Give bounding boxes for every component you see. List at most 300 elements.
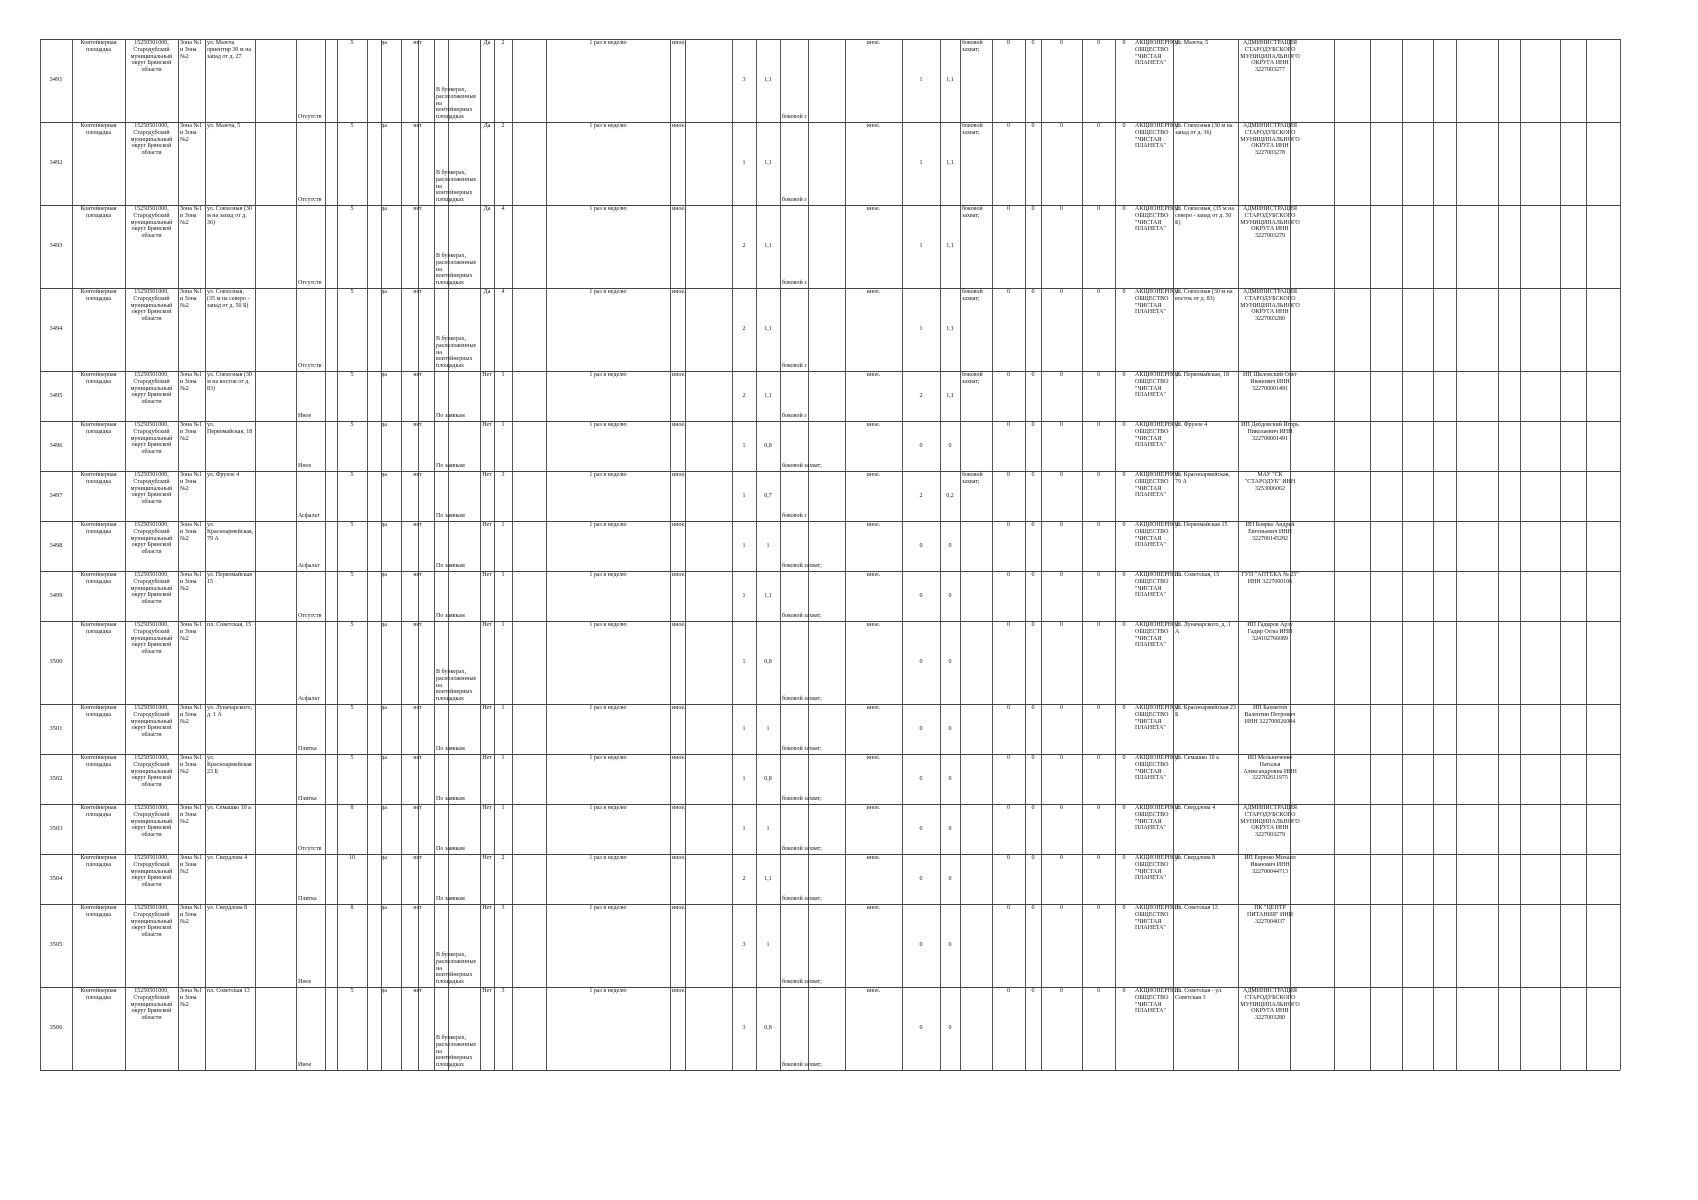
municipality: 15250501000, Стародубский муниципальный округ Брянской области xyxy=(130,206,173,240)
bins-count: 2 xyxy=(501,855,505,861)
separate-collection: Нет xyxy=(482,572,492,578)
waste-type: иное. xyxy=(672,422,686,428)
surface-type: Асфальт xyxy=(298,563,320,570)
zero-value: 0 xyxy=(1031,123,1035,129)
table-row xyxy=(40,987,1620,1071)
second-grip-type: боковой захват; xyxy=(962,40,983,53)
owner-name: АДМИНИСТРАЦИЯ СТАРОДУБСКОГО МУНИЦИПАЛЬНОГО ОКРУГА ИНН 3227003280 xyxy=(1240,289,1300,323)
collection-schedule: 1 раз в неделю xyxy=(589,372,627,378)
zero-value: 0 xyxy=(1031,472,1035,478)
container-count: 1 xyxy=(742,775,746,782)
collection-schedule: 1 раз в неделю xyxy=(589,855,627,861)
other-type: иное. xyxy=(866,805,881,811)
zone: Зона №1 и Зона №2 xyxy=(180,372,203,392)
second-grip-type: боковой захват; xyxy=(962,289,983,302)
container-count: 3 xyxy=(742,942,746,949)
other-type: иное. xyxy=(866,622,881,628)
site-type: Контейнерная площадка xyxy=(80,622,117,635)
container-volume: 1,1 xyxy=(764,392,772,399)
second-container-count: 0 xyxy=(919,775,923,782)
container-count: 1 xyxy=(742,825,746,832)
second-container-count: 0 xyxy=(919,542,923,549)
zero-value: 0 xyxy=(1031,289,1035,295)
municipality: 15250501000, Стародубский муниципальный округ Брянской области xyxy=(130,755,173,789)
zone: Зона №1 и Зона №2 xyxy=(180,855,203,875)
zero-value: 0 xyxy=(1031,905,1035,911)
separate-collection: Нет xyxy=(482,372,492,378)
container-count: 3 xyxy=(742,77,746,84)
surface-type: Плитка xyxy=(298,746,317,753)
collection-method: В бункерах, расположенные на контейнерных площадках xyxy=(436,87,477,121)
container-volume: 1,1 xyxy=(764,243,772,250)
municipality: 15250501000, Стародубский муниципальный округ Брянской области xyxy=(130,372,173,406)
waste-type: иное. xyxy=(672,572,686,578)
collection-method: В бункерах, расположенные на контейнерных площадках xyxy=(436,253,477,287)
collection-method: По заявкам xyxy=(436,613,465,620)
zero-value: 0 xyxy=(1097,755,1100,761)
collection-schedule: 1 раз в неделю xyxy=(589,289,627,295)
zero-value: 0 xyxy=(1060,522,1063,528)
site-area: 5 xyxy=(350,472,354,478)
container-volume: 1 xyxy=(766,942,770,949)
second-container-volume: 1,1 xyxy=(946,243,954,250)
zero-value: 0 xyxy=(1097,40,1100,46)
zero-value: 0 xyxy=(1060,855,1063,861)
operator-address: пл. Советская, 15 xyxy=(1175,572,1220,578)
site-area: 5 xyxy=(350,572,354,578)
other-type: иное. xyxy=(866,755,881,761)
roof-flag: нет xyxy=(413,905,422,911)
second-container-volume: 0 xyxy=(948,725,952,732)
zero-value: 0 xyxy=(1097,289,1100,295)
bins-count: 1 xyxy=(501,622,505,628)
zero-value: 0 xyxy=(1097,572,1100,578)
zero-value: 0 xyxy=(1122,905,1126,911)
operator-name: АКЦИОНЕРНОЕ ОБЩЕСТВО "ЧИСТАЯ ПЛАНЕТА" xyxy=(1135,572,1180,599)
zero-value: 0 xyxy=(1031,705,1035,711)
zero-value: 0 xyxy=(1031,372,1035,378)
site-address: ул. Мазеча ориентир 30 м на запад от д. 27 xyxy=(207,40,252,60)
second-container-volume: 1,1 xyxy=(946,160,954,167)
collection-schedule: 1 раз в неделю xyxy=(589,472,627,478)
operator-name: АКЦИОНЕРНОЕ ОБЩЕСТВО "ЧИСТАЯ ПЛАНЕТА" xyxy=(1135,988,1180,1015)
row-number: 3501 xyxy=(49,724,63,732)
other-type: иное. xyxy=(866,372,881,378)
second-grip-type: боковой захват; xyxy=(962,123,983,136)
second-container-count: 2 xyxy=(919,392,923,399)
collection-method: В бункерах, расположенные на контейнерных площадках xyxy=(436,170,477,204)
fenced-flag: да xyxy=(381,572,387,578)
container-count: 1 xyxy=(742,725,746,732)
waste-type: иное. xyxy=(672,372,686,378)
site-address: ул. Свердлова 4 xyxy=(207,855,248,861)
municipality: 15250501000, Стародубский муниципальный округ Брянской области xyxy=(130,40,173,74)
zone: Зона №1 и Зона №2 xyxy=(180,522,203,542)
owner-name: АДМИНИСТРАЦИЯ СТАРОДУБСКОГО МУНИЦИПАЛЬНОГО ОКРУГА ИНН 3227003277 xyxy=(1240,40,1300,74)
zero-value: 0 xyxy=(1007,372,1010,378)
zero-value: 0 xyxy=(1097,855,1100,861)
row-number: 3492 xyxy=(49,159,63,167)
owner-name: ИП Еврюко Михаил Иванович ИНН 322700044713 xyxy=(1244,855,1296,875)
zero-value: 0 xyxy=(1122,855,1126,861)
row-number: 3499 xyxy=(49,591,63,599)
site-type: Контейнерная площадка xyxy=(80,206,117,219)
bins-count: 2 xyxy=(501,40,505,46)
second-container-count: 0 xyxy=(919,825,923,832)
site-address: ул. Красноармейская 23 Б xyxy=(207,755,252,775)
municipality: 15250501000, Стародубский муниципальный округ Брянской области xyxy=(130,472,173,506)
column-divider xyxy=(1620,39,1621,1070)
separate-collection: Да xyxy=(483,123,491,129)
table-row xyxy=(40,521,1620,572)
separate-collection: Нет xyxy=(482,705,492,711)
operator-name: АКЦИОНЕРНОЕ ОБЩЕСТВО "ЧИСТАЯ ПЛАНЕТА" xyxy=(1135,40,1180,67)
second-grip-type xyxy=(960,854,992,904)
other-type: иное. xyxy=(866,123,881,129)
second-container-volume: 0 xyxy=(948,542,952,549)
row-number: 3493 xyxy=(49,242,63,250)
site-area: 10 xyxy=(349,855,355,861)
site-address: ул. Луначарского, д. 1 А xyxy=(207,705,253,718)
site-type: Контейнерная площадка xyxy=(80,572,117,585)
bins-count: 1 xyxy=(501,805,505,811)
roof-flag: нет xyxy=(413,40,422,46)
roof-flag: нет xyxy=(413,472,422,478)
second-container-count: 1 xyxy=(919,160,923,167)
second-container-count: 0 xyxy=(919,1025,923,1032)
collection-method: В бункерах, расположенные на контейнерных площадках xyxy=(436,952,477,986)
operator-address: ул. Луначарского, д. 1 А xyxy=(1175,622,1231,635)
container-volume: 0,7 xyxy=(764,492,772,499)
zero-value: 0 xyxy=(1097,622,1100,628)
site-address: ул. Свердлова 8 xyxy=(207,905,248,911)
row-number: 3498 xyxy=(49,541,63,549)
operator-name: АКЦИОНЕРНОЕ ОБЩЕСТВО "ЧИСТАЯ ПЛАНЕТА" xyxy=(1135,855,1180,882)
second-container-count: 1 xyxy=(919,77,923,84)
container-volume: 1,1 xyxy=(764,875,772,882)
zero-value: 0 xyxy=(1122,622,1126,628)
zero-value: 0 xyxy=(1060,206,1063,212)
operator-address: ул. Совхозная (30 м на восток от д. 83) xyxy=(1175,289,1233,302)
owner-name: АДМИНИСТРАЦИЯ СТАРОДУБСКОГО МУНИЦИПАЛЬНОГО ОКРУГА ИНН 3227003279 xyxy=(1240,206,1300,240)
container-count: 2 xyxy=(742,243,746,250)
zero-value: 0 xyxy=(1060,289,1063,295)
bins-count: 3 xyxy=(501,905,505,911)
zero-value: 0 xyxy=(1122,572,1126,578)
site-area: 5 xyxy=(350,522,354,528)
waste-type: иное. xyxy=(672,988,686,994)
grip-type: боковой з xyxy=(782,513,807,520)
zero-value: 0 xyxy=(1122,755,1126,761)
zero-value: 0 xyxy=(1031,206,1035,212)
owner-name: АДМИНИСТРАЦИЯ СТАРОДУБСКОГО МУНИЦИПАЛЬНОГО ОКРУГА ИНН 3227003280 xyxy=(1240,988,1300,1022)
bins-count: 1 xyxy=(501,755,505,761)
separate-collection: Да xyxy=(483,289,491,295)
roof-flag: нет xyxy=(413,705,422,711)
second-grip-type xyxy=(960,987,992,1070)
bins-count: 2 xyxy=(501,123,505,129)
roof-flag: нет xyxy=(413,522,422,528)
zero-value: 0 xyxy=(1097,123,1100,129)
table-row xyxy=(40,571,1620,622)
operator-address: пл. Советская - ул. Советская 3 xyxy=(1175,988,1223,1001)
second-container-count: 0 xyxy=(919,592,923,599)
zero-value: 0 xyxy=(1031,422,1035,428)
bins-count: 3 xyxy=(501,988,505,994)
zero-value: 0 xyxy=(1122,805,1126,811)
second-container-volume: 0 xyxy=(948,1025,952,1032)
surface-type: Отсутств xyxy=(298,613,322,620)
table-row xyxy=(40,421,1620,472)
zero-value: 0 xyxy=(1007,988,1010,994)
zero-value: 0 xyxy=(1060,622,1063,628)
operator-address: ул. Первомайская 15 xyxy=(1175,522,1228,528)
zero-value: 0 xyxy=(1060,572,1063,578)
fenced-flag: да xyxy=(381,472,387,478)
row-number: 3505 xyxy=(49,941,63,949)
operator-name: АКЦИОНЕРНОЕ ОБЩЕСТВО "ЧИСТАЯ ПЛАНЕТА" xyxy=(1135,522,1180,549)
second-grip-type xyxy=(960,571,992,621)
site-area: 5 xyxy=(350,40,354,46)
operator-address: ул. Первомайская, 18 xyxy=(1175,372,1229,378)
site-type: Контейнерная площадка xyxy=(80,472,117,485)
collection-method: В бункерах, расположенные на контейнерных площадках xyxy=(436,1035,477,1069)
grip-type: боковой захват; xyxy=(782,696,822,703)
operator-name: АКЦИОНЕРНОЕ ОБЩЕСТВО "ЧИСТАЯ ПЛАНЕТА" xyxy=(1135,622,1180,649)
grip-type: боковой захват; xyxy=(782,896,822,903)
municipality: 15250501000, Стародубский муниципальный округ Брянской области xyxy=(130,572,173,606)
fenced-flag: да xyxy=(381,372,387,378)
waste-type: иное. xyxy=(672,805,686,811)
site-type: Контейнерная площадка xyxy=(80,522,117,535)
site-address: ул. Совхозная, (35 м на северо - запад от д. 50 Б) xyxy=(207,289,250,309)
fenced-flag: да xyxy=(381,206,387,212)
zero-value: 0 xyxy=(1007,123,1010,129)
site-type: Контейнерная площадка xyxy=(80,988,117,1001)
waste-type: иное. xyxy=(672,705,686,711)
zero-value: 0 xyxy=(1097,988,1100,994)
roof-flag: нет xyxy=(413,988,422,994)
zero-value: 0 xyxy=(1007,289,1010,295)
surface-type: Плитка xyxy=(298,796,317,803)
grip-type: боковой з xyxy=(782,413,807,420)
second-grip-type xyxy=(960,754,992,804)
collection-schedule: 1 раз в неделю xyxy=(589,755,627,761)
roof-flag: нет xyxy=(413,805,422,811)
site-address: ул. Красноармейская, 79 А xyxy=(207,522,254,542)
waste-type: иное. xyxy=(672,755,686,761)
owner-name: ГУП "АПТЕКА № 25" ИНН 3227000106 xyxy=(1241,572,1299,585)
other-type: иное. xyxy=(866,422,881,428)
roof-flag: нет xyxy=(413,206,422,212)
waste-type: иное. xyxy=(672,905,686,911)
container-count: 2 xyxy=(742,875,746,882)
site-address: пл. Советская, 15 xyxy=(207,622,252,628)
surface-type: Отсутств xyxy=(298,846,322,853)
operator-name: АКЦИОНЕРНОЕ ОБЩЕСТВО "ЧИСТАЯ ПЛАНЕТА" xyxy=(1135,472,1180,499)
zero-value: 0 xyxy=(1122,40,1126,46)
operator-name: АКЦИОНЕРНОЕ ОБЩЕСТВО "ЧИСТАЯ ПЛАНЕТА" xyxy=(1135,206,1180,233)
grip-type: боковой захват; xyxy=(782,846,822,853)
municipality: 15250501000, Стародубский муниципальный округ Брянской области xyxy=(130,705,173,739)
zero-value: 0 xyxy=(1097,472,1100,478)
site-area: 5 xyxy=(350,705,354,711)
site-address: ул. Мазеча, 5 xyxy=(207,123,241,129)
second-grip-type: боковой захват; xyxy=(962,206,983,219)
separate-collection: Нет xyxy=(482,522,492,528)
second-container-volume: 0 xyxy=(948,442,952,449)
table-row xyxy=(40,704,1620,755)
zero-value: 0 xyxy=(1007,206,1010,212)
grip-type: боковой захват; xyxy=(782,563,822,570)
second-container-count: 1 xyxy=(919,243,923,250)
collection-schedule: 1 раз в неделю xyxy=(589,40,627,46)
waste-type: иное. xyxy=(672,522,686,528)
roof-flag: нет xyxy=(413,123,422,129)
other-type: иное. xyxy=(866,705,881,711)
fenced-flag: да xyxy=(381,123,387,129)
owner-name: ИП Боярко Андрей Евгеньевич ИНН 322700145292 xyxy=(1245,522,1295,542)
surface-type: Иное xyxy=(298,979,312,986)
container-volume: 1,1 xyxy=(764,160,772,167)
zero-value: 0 xyxy=(1031,855,1035,861)
municipality: 15250501000, Стародубский муниципальный округ Брянской области xyxy=(130,123,173,157)
collection-method: В бункерах, расположенные на контейнерных площадках xyxy=(436,336,477,370)
container-volume: 0,8 xyxy=(764,1025,772,1032)
owner-name: ИП Мельниченко Наталья Александровна ИНН 322702611975 xyxy=(1243,755,1297,782)
zone: Зона №1 и Зона №2 xyxy=(180,40,203,60)
table-row xyxy=(40,371,1620,422)
zero-value: 0 xyxy=(1060,422,1063,428)
operator-address: ул. Мазеча, 5 xyxy=(1175,40,1209,46)
zero-value: 0 xyxy=(1060,705,1063,711)
operator-address: ул. Семашко 10 а xyxy=(1175,755,1219,761)
second-grip-type xyxy=(960,621,992,704)
second-container-count: 1 xyxy=(919,326,923,333)
zone: Зона №1 и Зона №2 xyxy=(180,988,203,1008)
bins-count: 1 xyxy=(501,372,505,378)
zero-value: 0 xyxy=(1007,522,1010,528)
container-count: 1 xyxy=(742,160,746,167)
operator-name: АКЦИОНЕРНОЕ ОБЩЕСТВО "ЧИСТАЯ ПЛАНЕТА" xyxy=(1135,705,1180,732)
site-area: 5 xyxy=(350,372,354,378)
zone: Зона №1 и Зона №2 xyxy=(180,123,203,143)
second-container-volume: 0 xyxy=(948,942,952,949)
table-row xyxy=(40,804,1620,855)
surface-type: Отсутств xyxy=(298,280,322,287)
roof-flag: нет xyxy=(413,289,422,295)
owner-name: ИП Шкловский Олег Иванович ИНН 322700001491 xyxy=(1243,372,1297,392)
waste-type: иное. xyxy=(672,40,686,46)
second-container-count: 0 xyxy=(919,659,923,666)
second-container-volume: 0 xyxy=(948,825,952,832)
operator-address: ул. Совхозная, (35 м на северо - запад от д. 50 Б) xyxy=(1175,206,1235,226)
fenced-flag: да xyxy=(381,522,387,528)
zero-value: 0 xyxy=(1007,422,1010,428)
grip-type: боковой захват; xyxy=(782,796,822,803)
table-row xyxy=(40,754,1620,805)
separate-collection: Нет xyxy=(482,472,492,478)
container-volume: 1 xyxy=(766,725,770,732)
surface-type: Асфальт xyxy=(298,696,320,703)
zero-value: 0 xyxy=(1097,422,1100,428)
zero-value: 0 xyxy=(1097,206,1100,212)
row-number: 3506 xyxy=(49,1024,63,1032)
row-number: 3494 xyxy=(49,325,63,333)
bins-count: 4 xyxy=(501,289,505,295)
grip-type: боковой з xyxy=(782,197,807,204)
zero-value: 0 xyxy=(1031,988,1035,994)
bins-count: 4 xyxy=(501,206,505,212)
row-number: 3500 xyxy=(49,658,63,666)
zero-value: 0 xyxy=(1007,622,1010,628)
grip-type: боковой з xyxy=(782,280,807,287)
bins-count: 3 xyxy=(501,472,505,478)
waste-type: иное. xyxy=(672,622,686,628)
owner-name: ИП Бахметов Валентин Петрович ИНН 322700026004 xyxy=(1244,705,1296,725)
zero-value: 0 xyxy=(1007,472,1010,478)
second-container-count: 0 xyxy=(919,875,923,882)
zero-value: 0 xyxy=(1122,522,1126,528)
site-address: пл. Советская 13 xyxy=(207,988,250,994)
fenced-flag: да xyxy=(381,705,387,711)
zero-value: 0 xyxy=(1031,522,1035,528)
table-row xyxy=(40,288,1620,372)
municipality: 15250501000, Стародубский муниципальный округ Брянской области xyxy=(130,988,173,1022)
collection-method: По заявкам xyxy=(436,463,465,470)
container-volume: 0,8 xyxy=(764,442,772,449)
grip-type: боковой захват; xyxy=(782,613,822,620)
collection-schedule: 1 раз в неделю xyxy=(589,123,627,129)
other-type: иное. xyxy=(866,572,881,578)
registry-table xyxy=(40,39,1620,1159)
grip-type: боковой захват; xyxy=(782,746,822,753)
surface-type: Асфальт xyxy=(298,513,320,520)
zero-value: 0 xyxy=(1007,905,1010,911)
site-area: 5 xyxy=(350,123,354,129)
container-count: 1 xyxy=(742,442,746,449)
fenced-flag: да xyxy=(381,805,387,811)
separate-collection: Нет xyxy=(482,422,492,428)
zone: Зона №1 и Зона №2 xyxy=(180,422,203,442)
collection-method: По заявкам xyxy=(436,846,465,853)
zone: Зона №1 и Зона №2 xyxy=(180,472,203,492)
second-grip-type xyxy=(960,804,992,854)
collection-schedule: 1 раз в неделю xyxy=(589,805,627,811)
zone: Зона №1 и Зона №2 xyxy=(180,289,203,309)
container-volume: 1,1 xyxy=(764,77,772,84)
zero-value: 0 xyxy=(1122,372,1126,378)
zone: Зона №1 и Зона №2 xyxy=(180,755,203,775)
operator-name: АКЦИОНЕРНОЕ ОБЩЕСТВО "ЧИСТАЯ ПЛАНЕТА" xyxy=(1135,123,1180,150)
collection-method: По заявкам xyxy=(436,413,465,420)
zone: Зона №1 и Зона №2 xyxy=(180,805,203,825)
site-address: ул. Первомайская 15 xyxy=(207,572,252,585)
waste-type: иное. xyxy=(672,289,686,295)
site-area: 8 xyxy=(350,905,354,911)
site-type: Контейнерная площадка xyxy=(80,705,117,718)
zero-value: 0 xyxy=(1060,755,1063,761)
zero-value: 0 xyxy=(1097,522,1100,528)
grip-type: боковой захват; xyxy=(782,979,822,986)
second-container-count: 0 xyxy=(919,942,923,949)
zero-value: 0 xyxy=(1060,905,1063,911)
site-area: 8 xyxy=(350,805,354,811)
collection-schedule: 1 раз в неделю xyxy=(589,905,627,911)
collection-schedule: 1 раз в неделю xyxy=(589,988,627,994)
site-address: ул. Семашко 10 а xyxy=(207,805,251,811)
roof-flag: нет xyxy=(413,755,422,761)
